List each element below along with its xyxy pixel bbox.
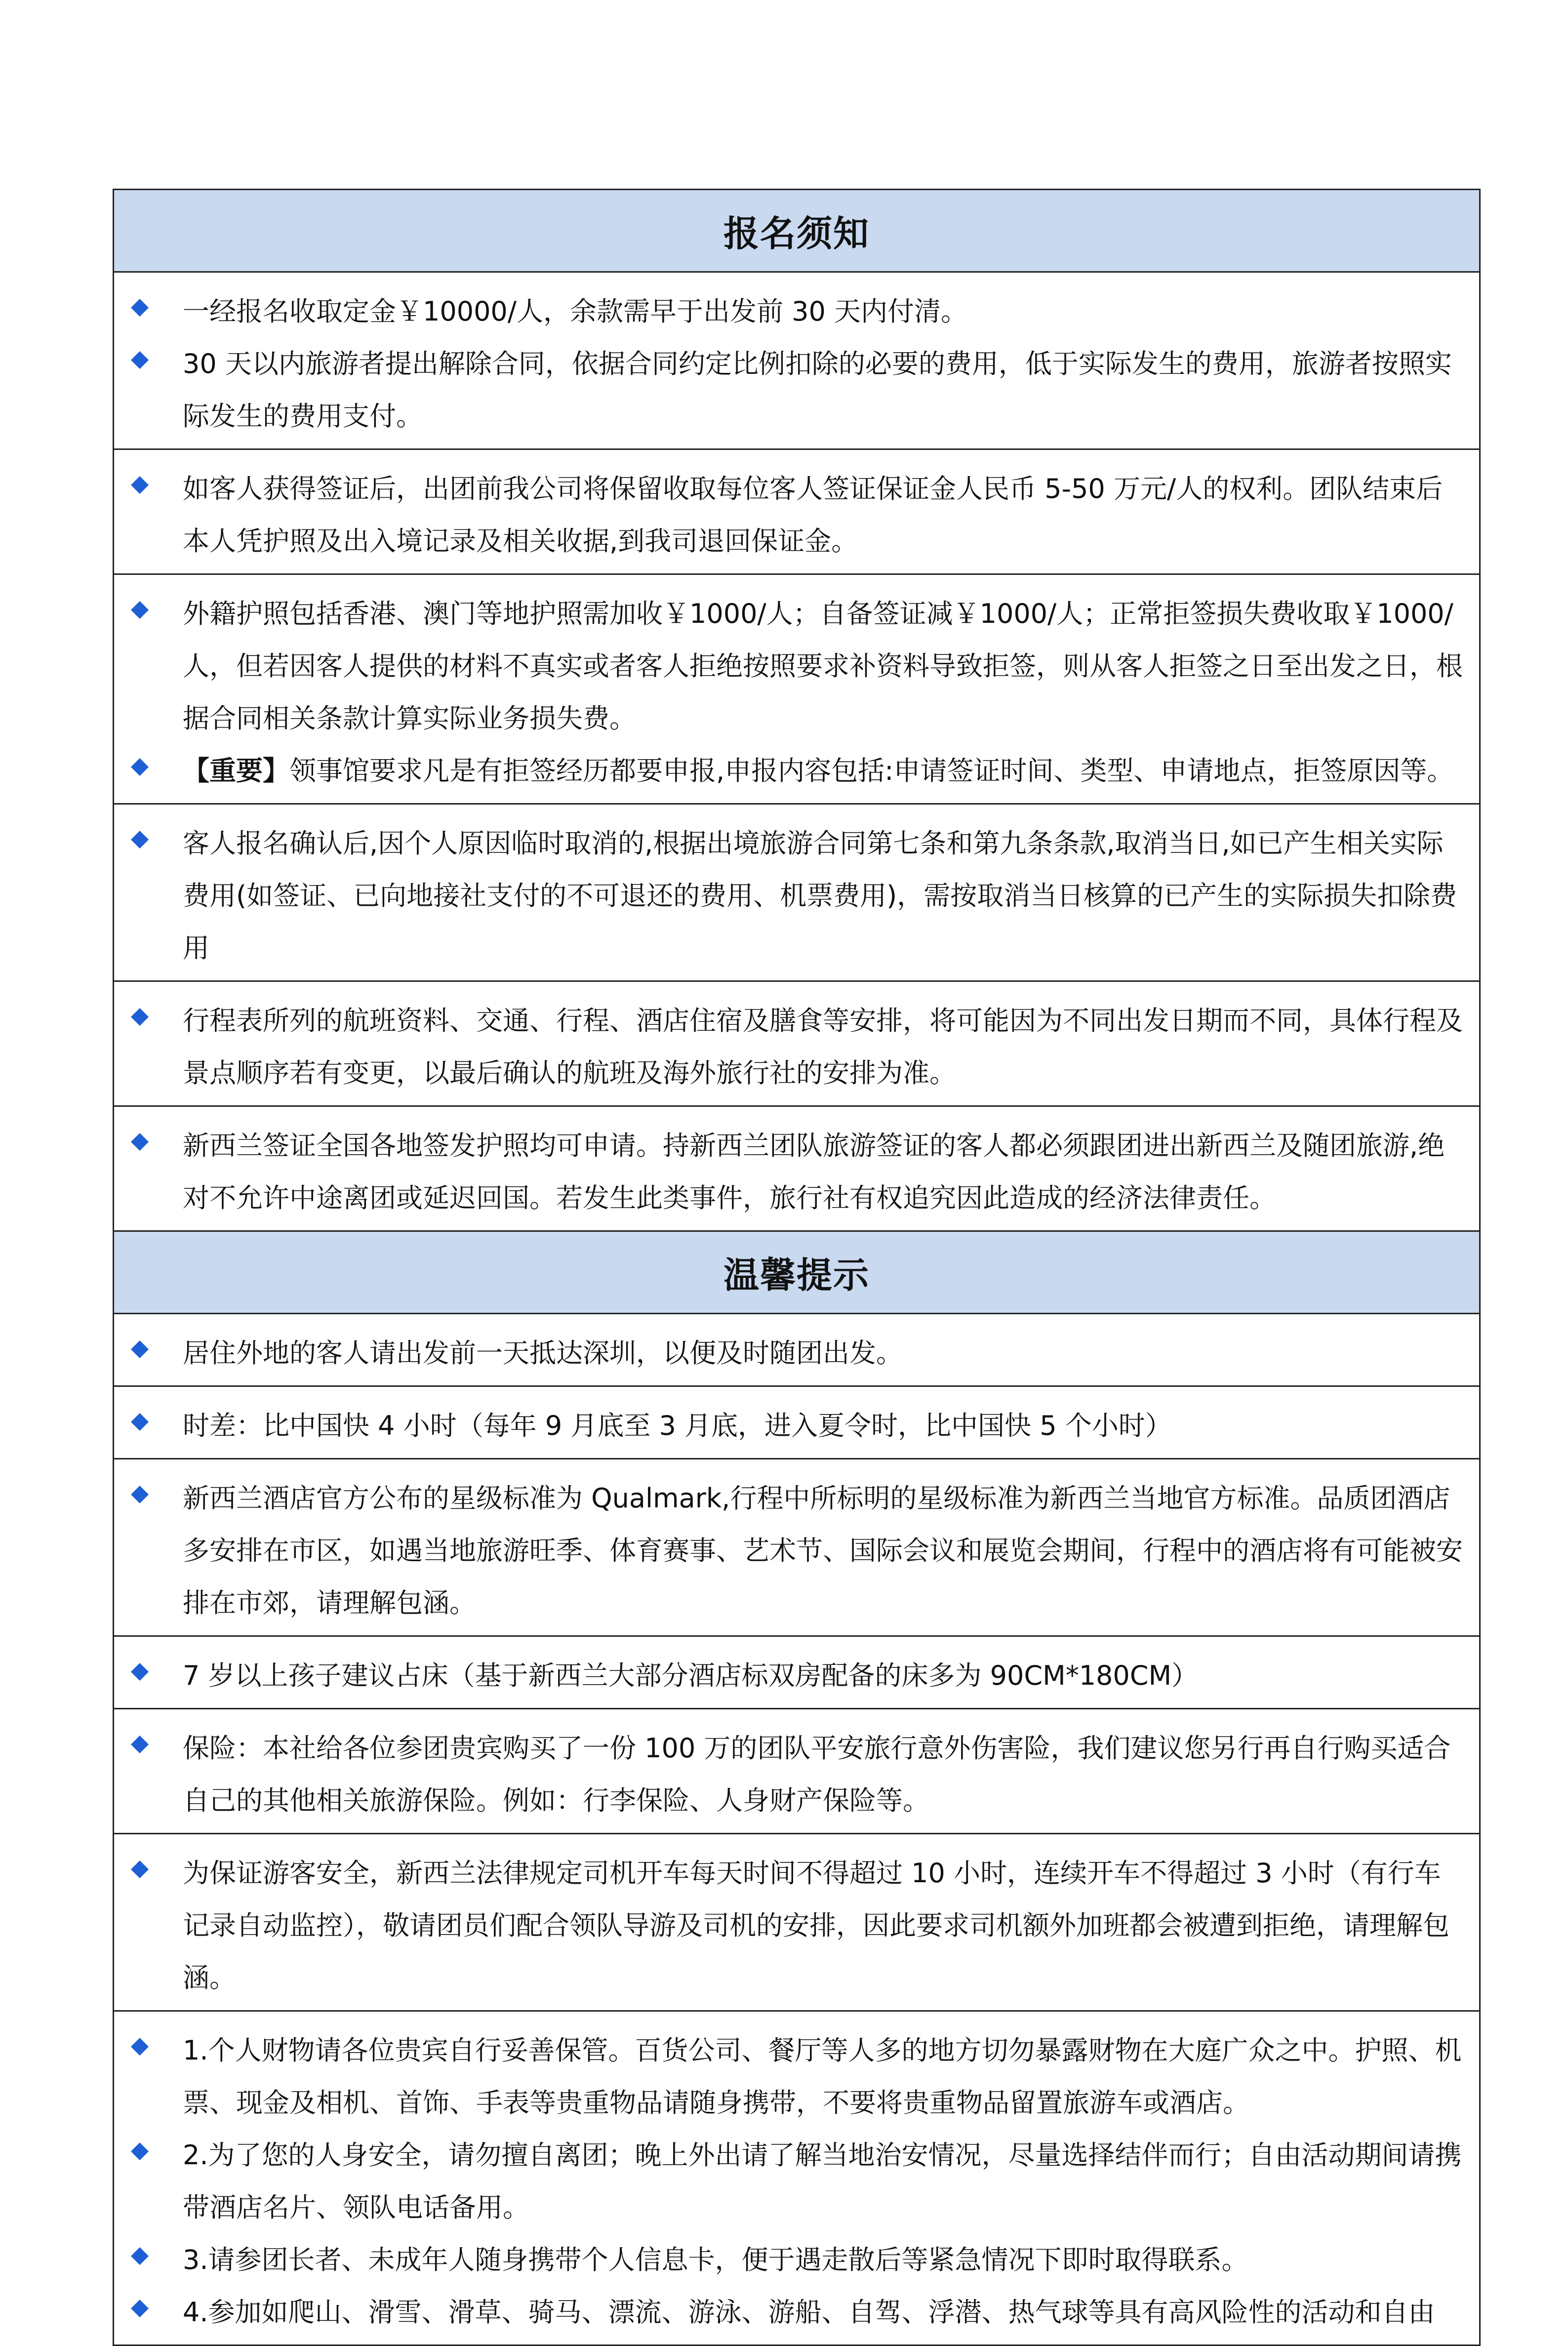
table-row <box>114 2012 1479 2346</box>
table-row <box>114 1387 1479 1459</box>
table-row <box>114 1709 1479 1834</box>
list-item: 如客人获得签证后，出团前我公司将保留收取每位客人签证保证金人民币 5-50 万元/人的权利。团队结束后本人凭护照及出入境记录及相关收据,到我司退回保证金。 <box>114 463 1479 567</box>
list-item: 行程表所列的航班资料、交通、行程、酒店住宿及膳食等安排，将可能因为不同出发日期而不同，具体行程及景点顺序若有变更，以最后确认的航班及海外旅行社的安排为准。 <box>114 995 1479 1099</box>
diamond-bullet-icon <box>130 1340 149 1359</box>
section-header-tips <box>114 1232 1479 1314</box>
important-tag: 【重要】 <box>183 755 289 786</box>
diamond-bullet-icon <box>130 1413 149 1431</box>
list-item: 4.参加如爬山、滑雪、滑草、骑马、漂流、游泳、游船、自驾、浮潜、热气球等具有高风险性的活动和自由 <box>114 2286 1479 2339</box>
table-row <box>114 1107 1479 1232</box>
list-item: 客人报名确认后,因个人原因临时取消的,根据出境旅游合同第七条和第九条条款,取消当日,如已产生相关实际费用(如签证、已向地接社支付的不可退还的费用、机票费用)，需按取消当日核算的已产生的实际损失扣除费用 <box>114 817 1479 974</box>
list-item: 时差：比中国快 4 小时（每年 9 月底至 3 月底，进入夏令时，比中国快 5 个小时） <box>114 1400 1479 1452</box>
diamond-bullet-icon <box>130 351 149 369</box>
list-item: 新西兰酒店官方公布的星级标准为 Qualmark,行程中所标明的星级标准为新西兰当地官方标准。品质团酒店多安排在市区，如遇当地旅游旺季、体育赛事、艺术节、国际会议和展览会期间，行程中的酒店将有可能被安排在市郊，请理解包涵。 <box>114 1472 1479 1629</box>
list-item: 3.请参团长者、未成年人随身携带个人信息卡，便于遇走散后等紧急情况下即时取得联系。 <box>114 2234 1479 2286</box>
list-item: 1.个人财物请各位贵宾自行妥善保管。百货公司、餐厅等人多的地方切勿暴露财物在大庭广众之中。护照、机票、现金及相机、首饰、手表等贵重物品请随身携带，不要将贵重物品留置旅游车或酒店。 <box>114 2024 1479 2129</box>
diamond-bullet-icon <box>130 758 149 776</box>
diamond-bullet-icon <box>130 2247 149 2265</box>
table-row <box>114 450 1479 575</box>
diamond-bullet-icon <box>130 2142 149 2161</box>
table-row <box>114 575 1479 805</box>
diamond-bullet-icon <box>130 1662 149 1681</box>
section-title: 温馨提示 <box>723 1254 870 1296</box>
table-row <box>114 805 1479 982</box>
list-item: 一经报名收取定金￥10000/人，余款需早于出发前 30 天内付清。 <box>114 285 1479 338</box>
diamond-bullet-icon <box>130 1735 149 1754</box>
list-item: 外籍护照包括香港、澳门等地护照需加收￥1000/人；自备签证减￥1000/人；正常拒签损失费收取￥1000/人，但若因客人提供的材料不真实或者客人拒绝按照要求补资料导致拒签，则从客人拒签之日至出发之日，根据合同相关条款计算实际业务损失费。 <box>114 588 1479 745</box>
diamond-bullet-icon <box>130 1008 149 1026</box>
diamond-bullet-icon <box>130 601 149 619</box>
diamond-bullet-icon <box>130 830 149 849</box>
notice-table <box>113 189 1481 2346</box>
list-item: 30 天以内旅游者提出解除合同，依据合同约定比例扣除的必要的费用，低于实际发生的费用，旅游者按照实际发生的费用支付。 <box>114 338 1479 443</box>
section-header-registration <box>114 190 1479 273</box>
list-item: 居住外地的客人请出发前一天抵达深圳，以便及时随团出发。 <box>114 1327 1479 1379</box>
list-item: 2.为了您的人身安全，请勿擅自离团；晚上外出请了解当地治安情况，尽量选择结伴而行；自由活动期间请携带酒店名片、领队电话备用。 <box>114 2129 1479 2234</box>
list-item: 为保证游客安全，新西兰法律规定司机开车每天时间不得超过 10 小时，连续开车不得超过 3 小时（有行车记录自动监控），敬请团员们配合领队导游及司机的安排，因此要求司机额外加班都会被遭到拒绝，请理解包涵。 <box>114 1847 1479 2004</box>
diamond-bullet-icon <box>130 1860 149 1879</box>
table-row <box>114 982 1479 1107</box>
table-row <box>114 1637 1479 1709</box>
table-row <box>114 1834 1479 2012</box>
table-row <box>114 1459 1479 1637</box>
diamond-bullet-icon <box>130 2037 149 2056</box>
diamond-bullet-icon <box>130 476 149 494</box>
diamond-bullet-icon <box>130 2299 149 2318</box>
table-row <box>114 1314 1479 1387</box>
diamond-bullet-icon <box>130 1133 149 1151</box>
diamond-bullet-icon <box>130 1485 149 1504</box>
diamond-bullet-icon <box>130 298 149 317</box>
section-title: 报名须知 <box>723 213 870 254</box>
list-item: 新西兰签证全国各地签发护照均可申请。持新西兰团队旅游签证的客人都必须跟团进出新西兰及随团旅游,绝对不允许中途离团或延迟回国。若发生此类事件，旅行社有权追究因此造成的经济法律责任。 <box>114 1120 1479 1224</box>
table-row <box>114 273 1479 450</box>
list-item-important: 【重要】领事馆要求凡是有拒签经历都要申报,申报内容包括:申请签证时间、类型、申请地点，拒签原因等。 <box>114 745 1479 797</box>
list-item: 保险：本社给各位参团贵宾购买了一份 100 万的团队平安旅行意外伤害险，我们建议您另行再自行购买适合自己的其他相关旅游保险。例如：行李保险、人身财产保险等。 <box>114 1722 1479 1827</box>
list-item: 7 岁以上孩子建议占床（基于新西兰大部分酒店标双房配备的床多为 90CM*180CM） <box>114 1650 1479 1702</box>
